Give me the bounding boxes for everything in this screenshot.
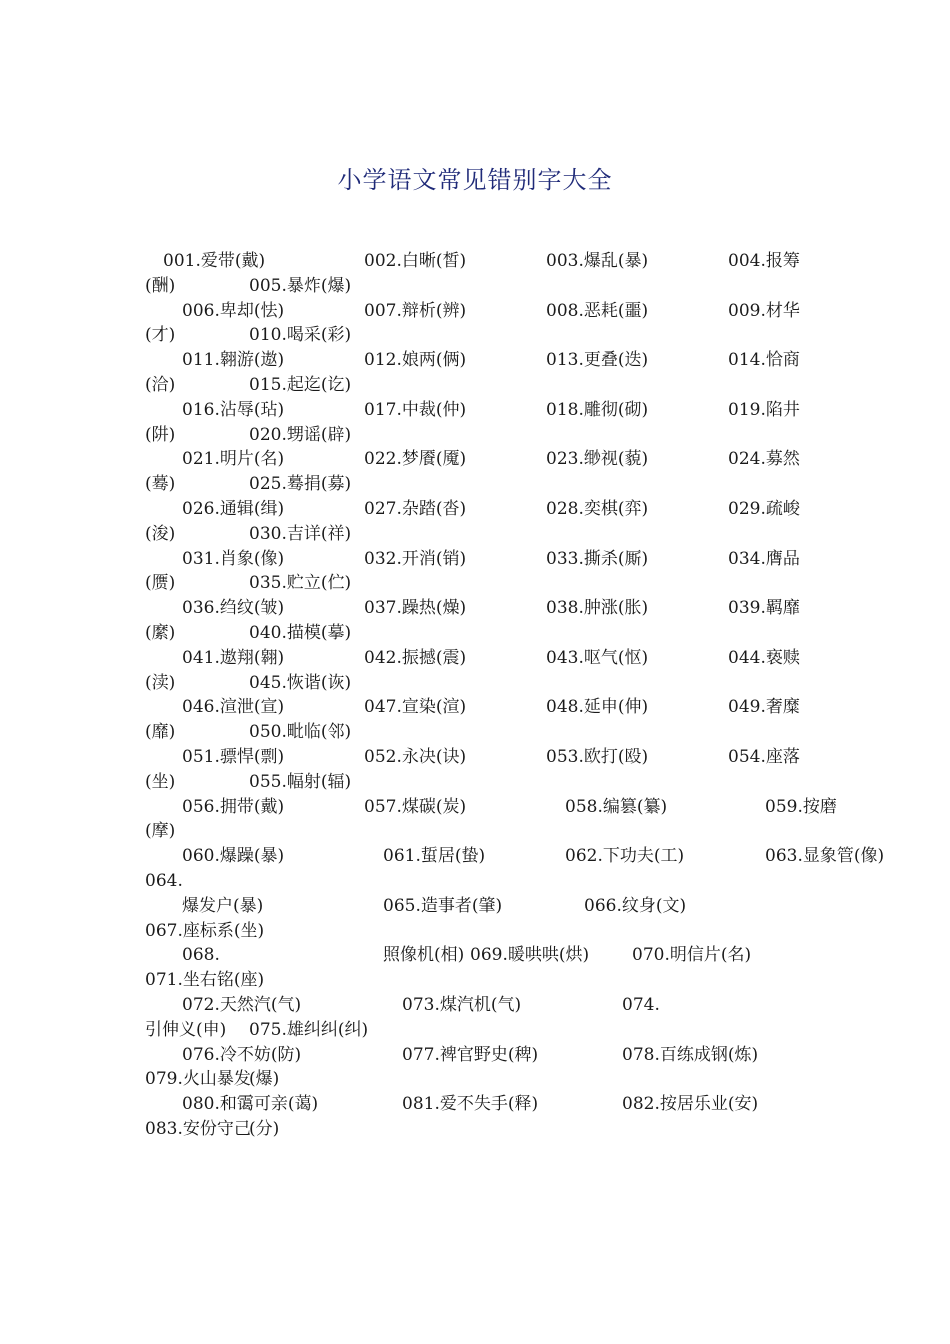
entry: 074. [622,994,660,1015]
entry: 017.中裁(仲) [364,399,467,420]
text-line [145,1018,815,1043]
text-line [145,844,885,869]
entry: 012.娘两(俩) [364,350,467,371]
entry: (洽) [145,374,176,395]
entry: 071.坐右铭(座) [145,970,265,991]
entry: 055.幅射(辐) [249,771,352,792]
text-line [145,1092,815,1117]
entry: 015.起迄(讫) [249,374,352,395]
entry: 061.蜇居(蛰) [383,846,486,867]
entry: 023.缈视(藐) [546,449,649,470]
document-title: 小学语文常见错别字大全 [337,166,613,194]
text-line [145,745,815,770]
entry: 010.喝采(彩) [249,325,352,346]
entry: 040.描模(摹) [249,622,352,643]
entry: 039.羁靡 [728,598,800,619]
text-line [145,968,815,993]
text-line [145,522,815,547]
text-line [145,323,815,348]
entry: 069.暖哄哄(烘) [470,945,590,966]
entry: 042.振撼(震) [364,647,467,668]
entry: 048.延申(伸) [546,697,649,718]
entry: 080.和霭可亲(蔼) [182,1094,319,1115]
entry: 081.爱不失手(释) [402,1094,539,1115]
entry: 014.恰商 [728,350,800,371]
entry: 035.贮立(伫) [249,573,352,594]
text-line [145,547,815,572]
entry: 029.疏峻 [728,498,800,519]
entry: 049.奢糜 [728,697,800,718]
entry: 022.梦餍(魇) [364,449,467,470]
entry: 028.奕棋(弈) [546,498,649,519]
text-line [145,1043,815,1068]
text-line [145,919,815,944]
entry: 011.翱游(遨) [182,350,285,371]
entry: 078.百练成钢(炼) [622,1044,759,1065]
entry: 030.吉详(祥) [249,523,352,544]
entry: 025.蓦捐(募) [249,474,352,495]
entry: 064. [145,870,183,891]
entry: 067.座标系(坐) [145,920,265,941]
entry: (蓦) [145,474,176,495]
entry: 002.白晰(皙) [364,251,467,271]
entry: (摩) [145,821,176,842]
entry: 037.躁热(燥) [364,598,467,619]
entry: 082.按居乐业(安) [622,1094,759,1115]
entry: (坐) [145,771,176,792]
entry: 043.呕气(怄) [546,647,649,668]
entry: (縻) [145,622,176,643]
entry: 026.通辑(缉) [182,498,285,519]
entry: 077.裨官野史(稗) [402,1044,539,1065]
text-line [145,571,815,596]
entry: 068. [182,945,220,966]
text-line [145,993,815,1018]
text-line [145,274,815,299]
text-line [145,770,815,795]
text-line [145,423,815,448]
entry: (爆) [249,1069,280,1090]
text-line [145,472,815,497]
entry: 083.安份守己 [145,1118,251,1139]
word-list [145,249,885,1142]
text-line [145,671,815,696]
entry: 060.爆躁(暴) [182,846,285,867]
entry: (赝) [145,573,176,594]
entry: 065.造事者(肇) [383,895,503,916]
text-line [145,646,815,671]
text-line [145,398,815,423]
text-line [145,720,815,745]
entry: 引伸义(申) [145,1019,227,1040]
entry: 057.煤碳(炭) [364,796,467,817]
entry: (浚) [145,523,176,544]
text-line [145,299,815,324]
entry: (才) [145,325,176,346]
entry: 031.肖象(像) [182,548,285,569]
text-line [145,894,815,919]
entry: 024.募然 [728,449,800,470]
entry: 045.恢谐(诙) [249,672,352,693]
entry: (靡) [145,722,176,743]
entry: 032.开消(销) [364,548,467,569]
entry: 照像机(相) [383,945,465,966]
entry: 007.辩析(辨) [364,300,467,321]
text-line [145,943,815,968]
entry: 056.拥带(戴) [182,796,285,817]
entry: 013.更叠(迭) [546,350,649,371]
text-line [145,348,815,373]
entry: 016.沾辱(玷) [182,399,285,420]
entry: 054.座落 [728,746,800,767]
entry: (酬) [145,275,176,296]
text-line [145,1117,815,1142]
entry: 079.火山暴发 [145,1069,251,1090]
entry: 爆发户(暴) [182,895,264,916]
entry: 009.材华 [728,300,800,321]
entry: 073.煤汽机(气) [402,994,522,1015]
entry: 051.骠悍(剽) [182,746,285,767]
entry: 044.亵赎 [728,647,800,668]
text-line [145,795,837,820]
entry: (阱) [145,424,176,445]
entry: 020.甥谣(辟) [249,424,352,445]
entry: 006.卑却(怯) [182,300,285,321]
entry: 036.绉纹(皱) [182,598,285,619]
text-line [145,695,815,720]
entry: 059.按磨 [765,796,837,817]
entry: 050.毗临(邻) [249,722,352,743]
entry: 041.遨翔(翱) [182,647,285,668]
entry: 052.永决(诀) [364,746,467,767]
text-line [145,596,815,621]
text-line [145,869,815,894]
entry: 046.渲泄(宣) [182,697,285,718]
entry: 075.雄纠纠(纠) [249,1019,369,1040]
entry: 019.陷井 [728,399,800,420]
entry: 063.显象管(像) [765,846,885,867]
text-line [145,497,815,522]
entry: 034.膺品 [728,548,800,569]
entry: 038.肿涨(胀) [546,598,649,619]
entry: 070.明信片(名) [632,945,752,966]
text-line [145,447,815,472]
entry: 072.天然汽(气) [182,994,302,1015]
entry: 033.撕杀(厮) [546,548,649,569]
entry: 005.暴炸(爆) [249,275,352,296]
entry: 058.编篡(纂) [565,796,668,817]
entry: 027.杂踏(沓) [364,498,467,519]
entry: 001.爱带(戴) [163,251,266,271]
text-line [145,819,815,844]
text-line [145,373,815,398]
entry: 062.下功夫(工) [565,846,685,867]
entry: 018.雕彻(砌) [546,399,649,420]
text-line [145,1067,815,1092]
entry: 008.恶耗(噩) [546,300,649,321]
entry: (分) [249,1118,280,1139]
entry: 076.冷不妨(防) [182,1044,302,1065]
entry: (渎) [145,672,176,693]
entry: 004.报筹 [728,251,800,271]
text-line [145,249,815,274]
entry: 053.欧打(殴) [546,746,649,767]
entry: 021.明片(名) [182,449,285,470]
text-line [145,621,815,646]
entry: 066.纹身(文) [584,895,687,916]
entry: 003.爆乱(暴) [546,251,649,271]
entry: 047.宣染(渲) [364,697,467,718]
